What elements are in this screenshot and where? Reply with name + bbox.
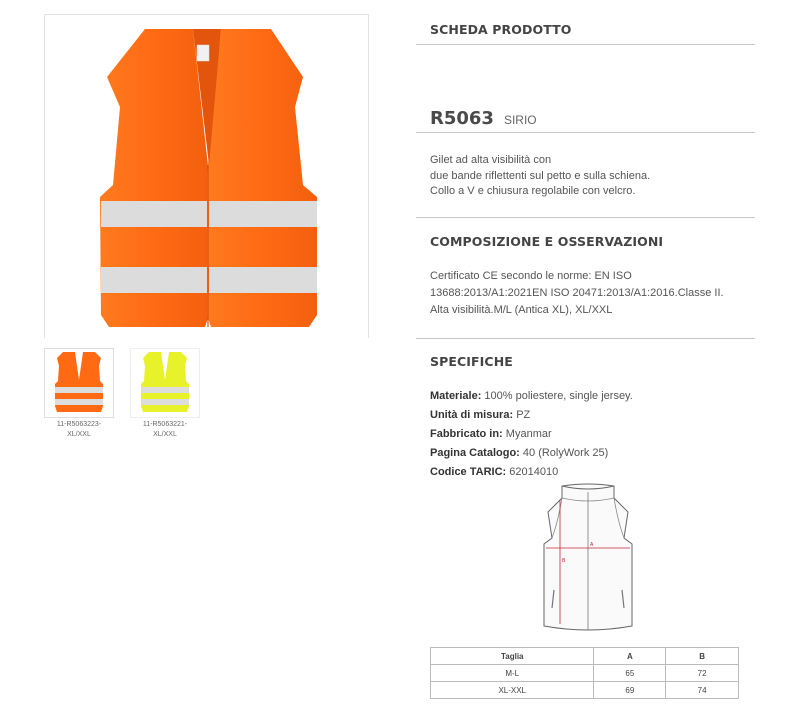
spec-origin xyxy=(430,425,633,444)
table-row xyxy=(431,665,739,682)
table-header-b: B xyxy=(666,648,739,665)
main-product-image[interactable] xyxy=(44,14,369,338)
spec-label: Unità di misura: xyxy=(430,409,514,421)
thumbnail-orange-size: XL/XXL xyxy=(67,431,91,438)
table-cell-a: 65 xyxy=(594,665,666,682)
divider xyxy=(416,217,755,218)
thumbnail-orange-image[interactable] xyxy=(44,348,114,418)
size-diagram xyxy=(538,482,638,639)
spec-value: 40 (RolyWork 25) xyxy=(522,447,609,459)
product-sheet-title: SCHEDA PRODOTTO xyxy=(430,22,572,37)
composition-line: 13688:2013/A1:2021EN ISO 20471:2013/A1:2016.Classe II. xyxy=(430,287,724,299)
specs-title: SPECIFICHE xyxy=(430,354,513,369)
divider xyxy=(416,44,755,45)
yellow-vest-thumb-icon xyxy=(135,350,195,416)
table-cell-size: M-L xyxy=(431,665,594,682)
spec-label: Codice TARIC: xyxy=(430,466,507,478)
spec-label: Fabbricato in: xyxy=(430,428,503,440)
thumbnail-orange-code: 11-R5063223- xyxy=(56,421,102,428)
size-table xyxy=(430,647,739,699)
table-cell-a: 69 xyxy=(594,682,666,699)
composition-text xyxy=(430,268,750,319)
thumbnail-yellow-image[interactable] xyxy=(130,348,200,418)
table-cell-size: XL-XXL xyxy=(431,682,594,699)
divider xyxy=(416,132,755,133)
thumbnail-yellow-caption xyxy=(130,420,200,440)
vest-outline-icon xyxy=(538,482,638,634)
dimension-label-b: B xyxy=(562,558,566,564)
product-header xyxy=(430,108,537,129)
spec-value: 62014010 xyxy=(509,466,559,478)
spec-value: 100% poliestere, single jersey. xyxy=(484,390,633,402)
product-model: SIRIO xyxy=(503,113,537,127)
description-line: Gilet ad alta visibilità con xyxy=(430,154,552,166)
spec-label: Materiale: xyxy=(430,390,482,402)
thumbnail-orange[interactable] xyxy=(44,348,114,440)
specs-list xyxy=(430,387,633,482)
thumbnail-orange-caption xyxy=(44,420,114,440)
thumbnail-gallery xyxy=(44,348,200,440)
spec-unit xyxy=(430,406,633,425)
spec-catalog-page xyxy=(430,444,633,463)
thumbnail-yellow[interactable] xyxy=(130,348,200,440)
divider xyxy=(416,338,755,339)
composition-title: COMPOSIZIONE E OSSERVAZIONI xyxy=(430,234,664,249)
table-cell-b: 74 xyxy=(666,682,739,699)
spec-value: PZ xyxy=(516,409,531,421)
spec-taric xyxy=(430,463,633,482)
table-header-row xyxy=(431,648,739,665)
orange-vest-image xyxy=(45,15,370,339)
thumbnail-yellow-code: 11-R5063221- xyxy=(142,421,188,428)
table-header-size: Taglia xyxy=(431,648,594,665)
product-sku: R5063 xyxy=(430,108,494,129)
table-cell-b: 72 xyxy=(666,665,739,682)
orange-vest-thumb-icon xyxy=(49,350,109,416)
product-description xyxy=(430,153,750,200)
description-line: due bande riflettenti sul petto e sulla schiena. xyxy=(430,169,651,182)
dimension-label-a: A xyxy=(590,542,594,548)
table-header-a: A xyxy=(594,648,666,665)
thumbnail-yellow-size: XL/XXL xyxy=(153,431,177,438)
spec-material xyxy=(430,387,633,406)
table-row xyxy=(431,682,739,699)
description-line: Collo a V e chiusura regolabile con velcro. xyxy=(430,185,636,197)
spec-value: Myanmar xyxy=(505,428,552,440)
spec-label: Pagina Catalogo: xyxy=(430,447,520,459)
composition-line: Certificato CE secondo le norme: EN ISO xyxy=(430,270,632,282)
composition-line: Alta visibilità.M/L (Antica XL), XL/XXL xyxy=(430,304,613,316)
